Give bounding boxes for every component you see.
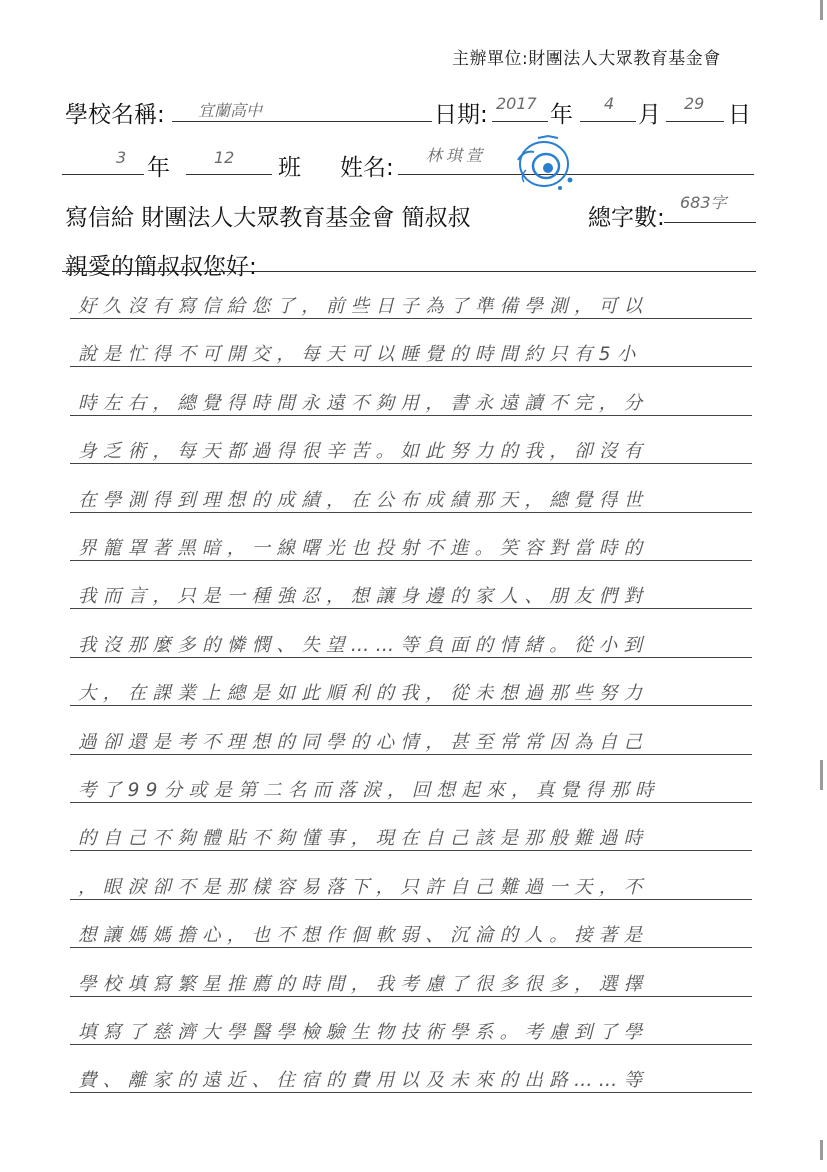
year-unit: 年 xyxy=(550,102,573,128)
letter-line: 在學測得到理想的成績，在公布成績那天，總覺得世 xyxy=(78,490,649,511)
foundation-stamp-icon xyxy=(508,130,578,194)
school-label: 學校名稱: xyxy=(65,102,165,128)
letter-rule xyxy=(70,415,752,416)
wordcount-label: 總字數: xyxy=(588,205,665,231)
school-value: 宜蘭高中 xyxy=(198,101,263,120)
letter-line: 界籠罩著黑暗，一線曙光也投射不進。笑容對當時的 xyxy=(78,538,649,559)
letter-line: 說是忙得不可開交，每天可以睡覺的時間約只有5小 xyxy=(78,344,642,365)
wordcount-underline xyxy=(664,222,756,223)
letter-line: 好久沒有寫信給您了，前些日子為了準備學測，可以 xyxy=(78,296,649,317)
grade-value: 3 xyxy=(116,148,127,167)
greeting: 親愛的簡叔叔您好: xyxy=(65,254,257,280)
letter-rule xyxy=(70,463,752,464)
letter-line: 想讓媽媽擔心，也不想作個軟弱、沉淪的人。接著是 xyxy=(78,925,649,946)
letter-line: 填寫了慈濟大學醫學檢驗生物技術學系。考慮到了學 xyxy=(78,1022,649,1043)
letter-rule xyxy=(70,947,752,948)
letter-line: 大，在課業上總是如此順利的我，從未想過那些努力 xyxy=(78,683,649,704)
letter-rule xyxy=(70,512,752,513)
letter-rule xyxy=(70,560,752,561)
letter-line: 過卻還是考不理想的同學的心情，甚至常常因為自己 xyxy=(78,732,649,753)
recipient-line: 寫信給 財團法人大眾教育基金會 簡叔叔 xyxy=(65,205,471,231)
month-unit: 月 xyxy=(638,102,661,128)
letter-rule xyxy=(70,705,752,706)
month-underline xyxy=(580,121,636,122)
day-underline xyxy=(666,121,724,122)
letter-line: ，眼淚卻不是那樣容易落下，只許自己難過一天，不 xyxy=(78,877,649,898)
grade-underline xyxy=(62,174,144,175)
scan-edge xyxy=(820,0,823,20)
letter-rule xyxy=(70,1044,752,1045)
letter-line: 我而言，只是一種強忍，想讓身邊的家人、朋友們對 xyxy=(78,586,649,607)
letter-rule xyxy=(70,318,752,319)
year-value: 2017 xyxy=(496,94,537,113)
letter-line: 費、離家的遠近、住宿的費用以及未來的出路……等 xyxy=(78,1070,649,1091)
grade-unit: 年 xyxy=(147,155,170,181)
class-underline xyxy=(186,174,272,175)
letter-rule xyxy=(70,899,752,900)
name-label: 姓名: xyxy=(340,155,394,181)
name-value: 林琪萱 xyxy=(426,146,487,165)
letter-rule xyxy=(70,996,752,997)
year-underline xyxy=(492,121,548,122)
greeting-underline xyxy=(62,271,756,272)
class-unit: 班 xyxy=(278,155,301,181)
letter-rule xyxy=(70,754,752,755)
school-underline xyxy=(172,121,432,122)
date-label: 日期: xyxy=(434,102,488,128)
scan-edge xyxy=(820,760,823,790)
day-unit: 日 xyxy=(728,102,751,128)
day-value: 29 xyxy=(684,94,705,113)
letter-rule xyxy=(70,657,752,658)
letter-rule xyxy=(70,608,752,609)
letter-rule xyxy=(70,366,752,367)
letter-line: 學校填寫繁星推薦的時間，我考慮了很多很多，選擇 xyxy=(78,974,649,995)
letter-rule xyxy=(70,802,752,803)
letter-rule xyxy=(70,850,752,851)
class-value: 12 xyxy=(214,148,235,167)
month-value: 4 xyxy=(604,94,615,113)
letter-line: 考了99分或是第二名而落淚，回想起來，真覺得那時 xyxy=(78,780,660,801)
organizer-text: 主辦單位:財團法人大眾教育基金會 xyxy=(452,49,721,69)
wordcount-value: 683字 xyxy=(680,193,727,212)
scan-edge xyxy=(820,1140,823,1160)
letter-line: 時左右，總覺得時間永遠不夠用，書永遠讀不完，分 xyxy=(78,393,649,414)
letter-line: 我沒那麼多的憐憫、失望……等負面的情緒。從小到 xyxy=(78,635,649,656)
letter-line: 的自己不夠體貼不夠懂事，現在自己該是那般難過時 xyxy=(78,828,649,849)
letter-line: 身乏術，每天都過得很辛苦。如此努力的我，卻沒有 xyxy=(78,441,649,462)
letter-rule xyxy=(70,1092,752,1093)
